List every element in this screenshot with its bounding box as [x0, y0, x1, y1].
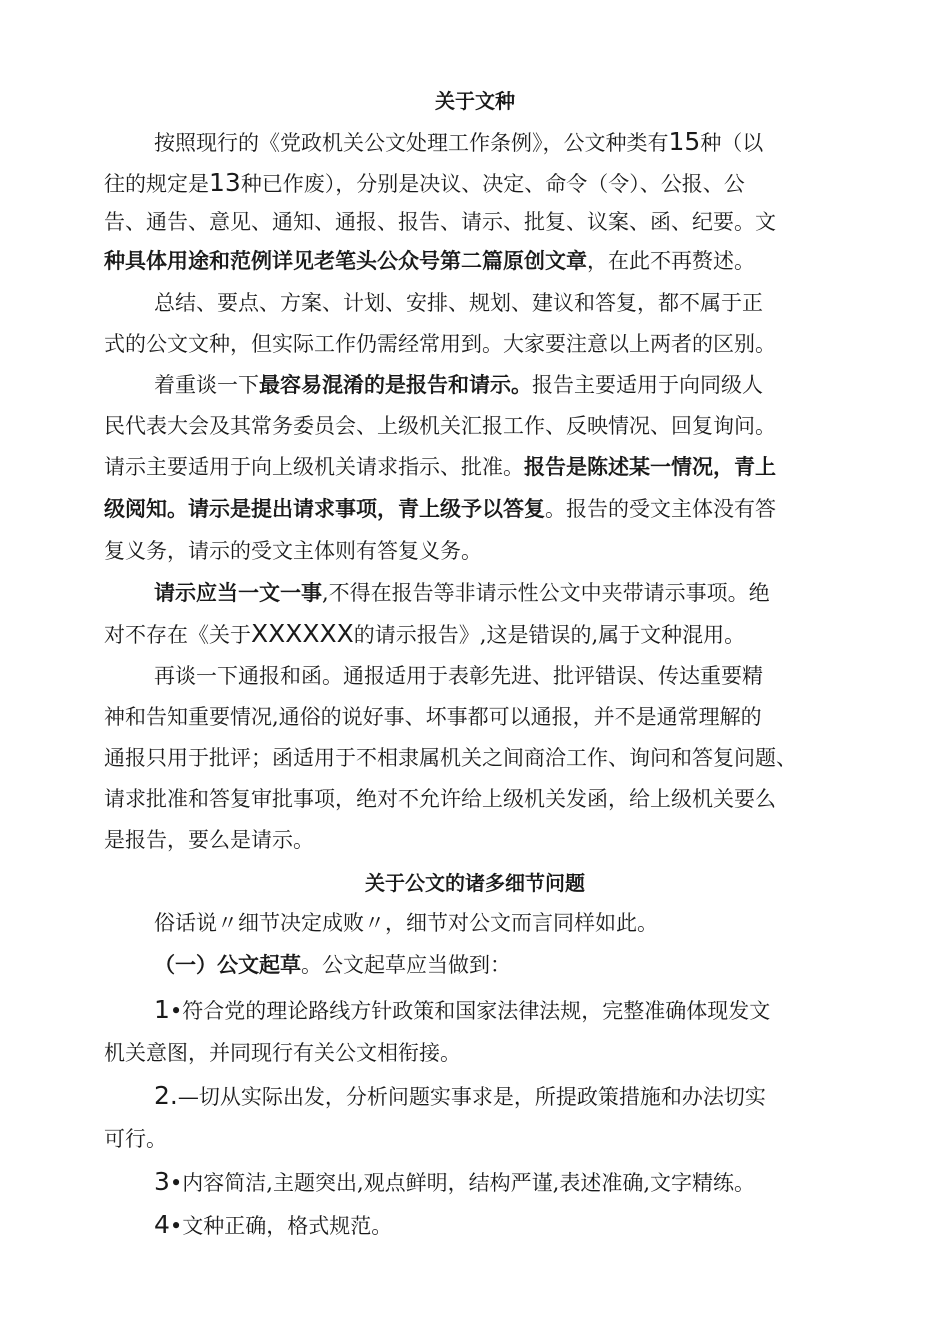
paragraph-1-line-1: 按照现行的《党政机关公文处理工作条例》，公文种类有15种（以 [154, 127, 764, 156]
paragraph-4-line-1: 请示应当一文一事,不得在报告等非请示性公文中夹带请示事项。绝 [154, 580, 770, 605]
list-item-1-line-1: 1•符合党的理论路线方针政策和国家法律法规，完整准确体现发文 [154, 995, 771, 1024]
paragraph-3-line-5: 复义务，请示的受文主体则有答复义务。 [104, 539, 482, 563]
paragraph-3-line-1: 着重谈一下最容易混淆的是报告和请示。报告主要适用于向同级人 [154, 372, 763, 397]
list-item-3: 3•内容简洁,主题突出,观点鲜明，结构严谨,表述准确,文字精练。 [154, 1167, 755, 1196]
list-item-1-line-2: 机关意图，并同现行有关公文相衔接。 [104, 1041, 461, 1065]
paragraph-1-line-3: 告、通告、意见、通知、通报、报告、请示、批复、议案、函、纪要。文 [104, 210, 776, 234]
paragraph-5-line-2: 神和告知重要情况,通俗的说好事、坏事都可以通报，并不是通常理解的 [104, 705, 762, 729]
list-item-2-line-1: 2.—切从实际出发，分析问题实事求是，所提政策措施和办法切实 [154, 1081, 766, 1110]
paragraph-3-line-4: 级阅知。请示是提出请求事项，青上级予以答复。报告的受文主体没有答 [104, 496, 776, 521]
paragraph-4-line-2: 对不存在《关于XXXXXX的请示报告》,这是错误的,属于文种混用。 [104, 619, 746, 648]
paragraph-6: 俗话说〃细节决定成败〃，细节对公文而言同样如此。 [154, 911, 658, 935]
paragraph-5-line-1: 再谈一下通报和函。通报适用于表彰先进、批评错误、传达重要精 [154, 664, 763, 688]
paragraph-3-line-3: 请示主要适用于向上级机关请求指示、批准。报告是陈述某一情况，青上 [104, 454, 776, 479]
paragraph-3-line-2: 民代表大会及其常务委员会、上级机关汇报工作、反映情况、回复询问。 [104, 414, 776, 438]
paragraph-1-line-4: 种具体用途和范例详见老笔头公众号第二篇原创文章，在此不再赘述。 [104, 248, 755, 273]
paragraph-5-line-5: 是报告，要么是请示。 [104, 828, 314, 852]
list-item-4: 4•文种正确，格式规范。 [154, 1210, 393, 1239]
subsection-heading-drafting: （一）公文起草。公文起草应当做到： [154, 952, 511, 977]
section-title-document-types: 关于文种 [435, 89, 515, 113]
section-title-document-details: 关于公文的诸多细节问题 [365, 871, 585, 895]
paragraph-1-line-2: 往的规定是13种已作废），分别是决议、决定、命令（令）、公报、公 [104, 168, 745, 197]
paragraph-2-line-2: 式的公文文种，但实际工作仍需经常用到。大家要注意以上两者的区别。 [104, 332, 776, 356]
list-item-2-line-2: 可行。 [104, 1127, 167, 1151]
paragraph-5-line-4: 请求批准和答复审批事项，绝对不允许给上级机关发函，给上级机关要么 [104, 787, 776, 811]
paragraph-5-line-3: 通报只用于批评；函适用于不相隶属机关之间商洽工作、询问和答复问题、 [104, 746, 797, 770]
paragraph-2-line-1: 总结、要点、方案、计划、安排、规划、建议和答复，都不属于正 [154, 291, 763, 315]
